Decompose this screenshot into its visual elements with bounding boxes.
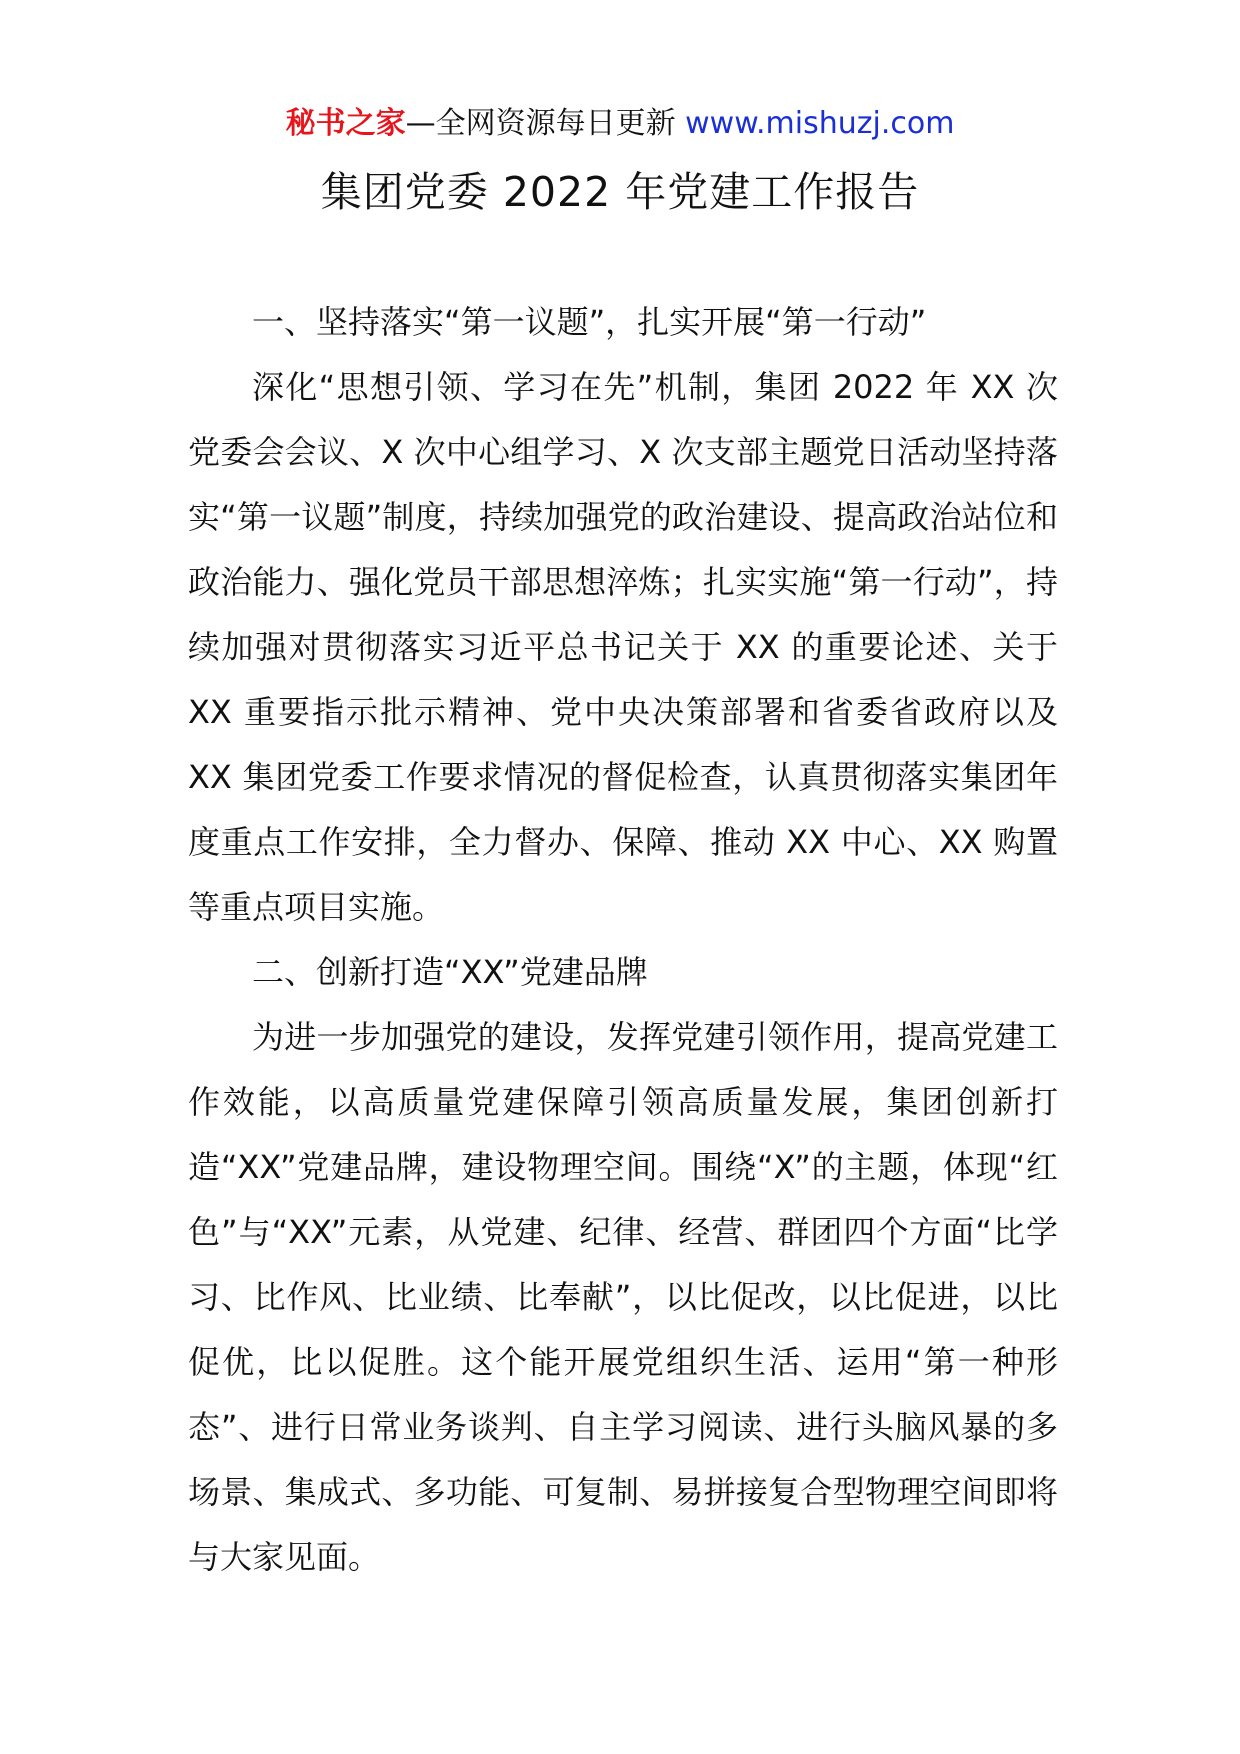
- section-paragraph-1: 深化“思想引领、学习在先”机制，集团 2022 年 XX 次党委会会议、X 次中心组学习、X 次支部主题党日活动坚持落实“第一议题”制度，持续加强党的政治建设、提高政治站位和政治能力、强化党员干部思想淬炼；扎实实施“第一行动”，持续加强对贯彻落实习近平总书记关于 XX 的重要论述、关于 XX 重要指示批示精神、党中央决策部署和省委省政府以及 XX 集团党委工作要求情况的督促检查，认真贯彻落实集团年度重点工作安排，全力督办、保障、推动 XX 中心、XX 购置等重点项目实施。: [188, 368, 1058, 926]
- site-banner: [0, 100, 1240, 148]
- document-title: 集团党委 2022 年党建工作报告: [320, 168, 920, 216]
- banner-slogan: —全网资源每日更新: [405, 106, 686, 141]
- section-heading-1: 一、坚持落实“第一议题”，扎实开展“第一行动”: [252, 303, 927, 341]
- brand-name: 秘书之家: [285, 106, 406, 141]
- section-heading-2: 二、创新打造“XX”党建品牌: [252, 953, 648, 991]
- section-paragraph-2: 为进一步加强党的建设，发挥党建引领作用，提高党建工作效能，以高质量党建保障引领高质量发展，集团创新打造“XX”党建品牌，建设物理空间。围绕“X”的主题，体现“红色”与“XX”元素，从党建、纪律、经营、群团四个方面“比学习、比作风、比业绩、比奉献”，以比促改，以比促进，以比促优，比以促胜。这个能开展党组织生活、运用“第一种形态”、进行日常业务谈判、自主学习阅读、进行头脑风暴的多场景、集成式、多功能、可复制、易拼接复合型物理空间即将与大家见面。: [188, 1018, 1058, 1576]
- document-body: [188, 290, 1058, 1590]
- site-url[interactable]: www.mishuzj.com: [685, 106, 955, 141]
